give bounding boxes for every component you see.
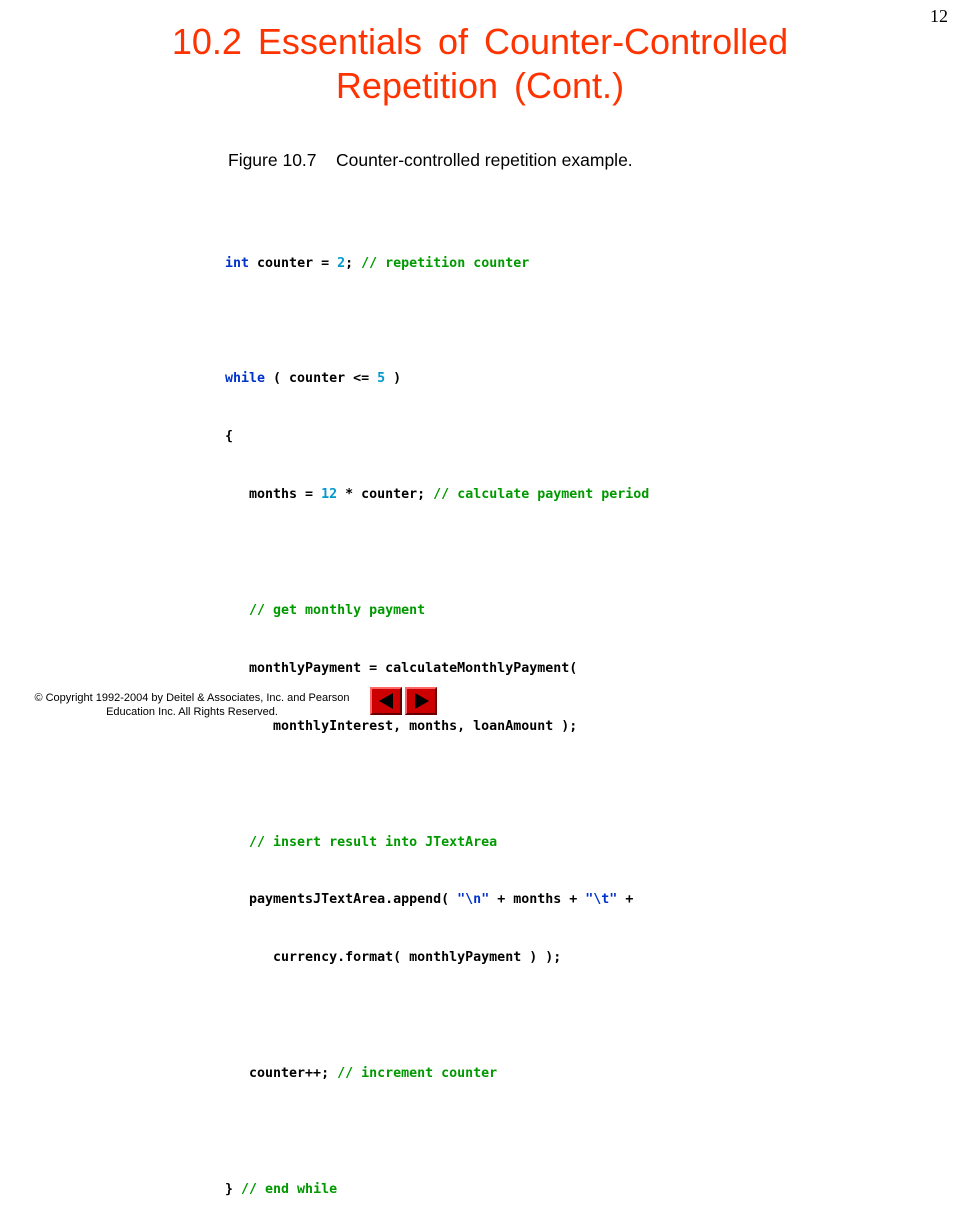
next-slide-button[interactable] [405,687,437,715]
keyword: int [225,255,250,271]
code-line-3: { [225,429,234,445]
string-literal: "\n" [457,892,490,908]
code-line-2 [225,369,649,388]
code-line-6: monthlyPayment = calculateMonthlyPayment( [225,660,578,676]
left-arrow-icon [379,693,393,709]
right-arrow-icon [415,693,429,709]
code-text: + months + [489,892,586,908]
code-text: } [225,1181,242,1197]
code-text: paymentsJTextArea.append( [225,892,458,908]
figure-caption: Figure 10.7 Counter-controlled repetition example. [228,150,633,170]
code-line-11 [225,1064,649,1083]
code-comment: // increment counter [337,1066,498,1082]
slide-title-line-2: Repetition (Cont.) [335,65,625,106]
code-line-1 [225,254,649,273]
slide-title [0,20,960,108]
copyright-notice [14,691,370,719]
page-number: 12 [930,6,948,26]
code-text: ( counter <= [265,371,378,387]
code-blank-line [225,311,649,330]
code-blank-line [225,1006,649,1025]
slide-title-line-1: 10.2 Essentials of Counter-Controlled [171,21,789,62]
copyright-line-2: Education Inc. All Rights Reserved. [106,706,278,718]
code-text: * counter; [337,487,434,503]
code-comment: // calculate payment period [433,487,650,503]
code-text: ) [385,371,402,387]
code-text: ; [345,255,362,271]
code-text: counter = [249,255,338,271]
code-blank-line [225,543,649,562]
code-line-9 [225,890,649,909]
code-line-12 [225,1180,649,1199]
number-literal: 2 [337,255,346,271]
code-text: counter++; [225,1066,338,1082]
copyright-line-1: © Copyright 1992-2004 by Deitel & Associates, Inc. and Pearson [34,692,350,704]
code-line-8: // insert result into JTextArea [225,834,498,850]
code-line-10: currency.format( monthlyPayment ) ); [225,950,562,966]
code-blank-line [225,775,649,794]
string-literal: "\t" [585,892,618,908]
previous-slide-button[interactable] [370,687,402,715]
code-line-7: monthlyInterest, months, loanAmount ); [225,718,578,734]
code-line-4 [225,485,649,504]
code-text: + [617,892,634,908]
code-text: months = [225,487,322,503]
code-line-5: // get monthly payment [225,602,426,618]
code-blank-line [225,1122,649,1141]
number-literal: 5 [377,371,386,387]
keyword: while [225,371,266,387]
code-comment: // end while [241,1181,338,1197]
code-comment: // repetition counter [361,255,530,271]
number-literal: 12 [321,487,338,503]
